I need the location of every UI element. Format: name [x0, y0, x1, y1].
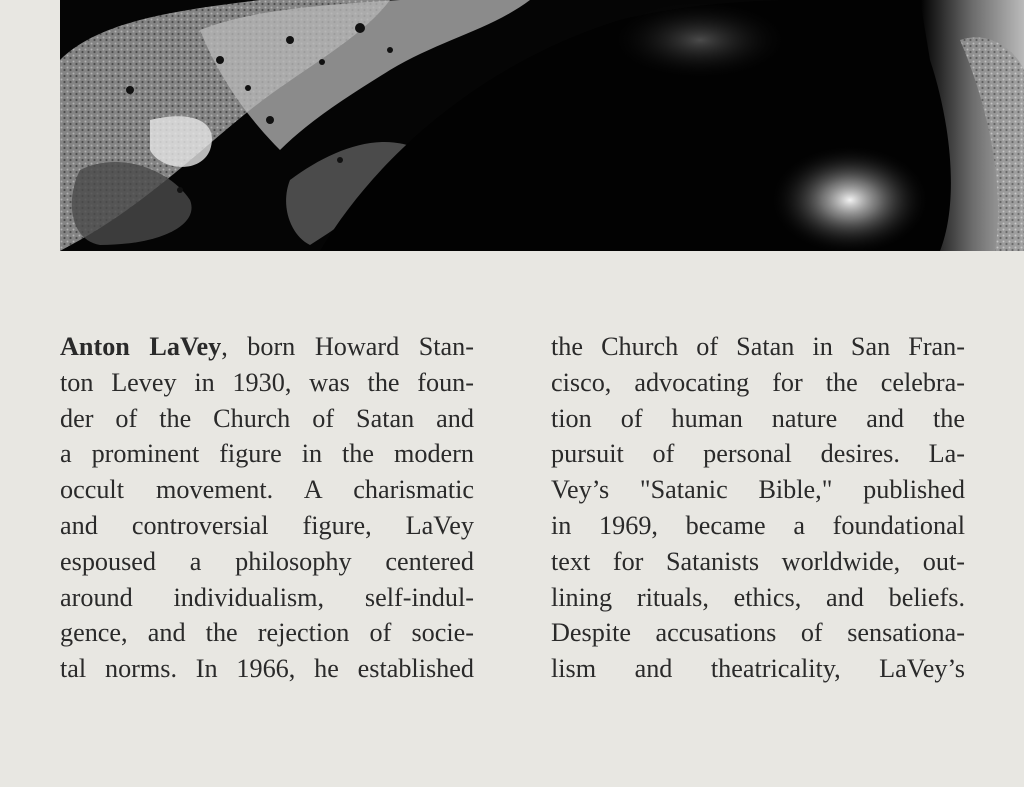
article-line: occult movement. A charismatic — [60, 475, 474, 505]
article-line: tion of human nature and the — [551, 403, 965, 433]
article-line: Despite accusations of sensationa- — [551, 618, 965, 648]
article-line: cisco, advocating for the celebra- — [551, 367, 965, 397]
lead-name: Anton LaVey — [60, 332, 222, 361]
article-line: the Church of Satan in San Fran- — [551, 332, 965, 361]
article-line: around individualism, self-indul- — [60, 582, 474, 612]
article-line: ton Levey in 1930, was the foun- — [60, 367, 474, 397]
article-line: lining rituals, ethics, and beliefs. — [551, 582, 965, 612]
article-line: pursuit of personal desires. La- — [551, 439, 965, 469]
article-line: der of the Church of Satan and — [60, 403, 474, 433]
header-photo — [60, 0, 1024, 251]
article-line-text: , born Howard Stan- — [221, 332, 474, 361]
article-line: tal norms. In 1966, he established — [60, 654, 474, 684]
article-column-left — [60, 329, 474, 687]
article-line: Vey’s "Satanic Bible," published — [551, 475, 965, 505]
article-line: gence, and the rejection of socie- — [60, 618, 474, 648]
article-line: espoused a philosophy centered — [60, 546, 474, 576]
article-line — [60, 329, 474, 365]
article-line: a prominent figure in the modern — [60, 439, 474, 469]
article-column-right — [551, 329, 965, 687]
article-line: lism and theatricality, LaVey’s — [551, 654, 965, 684]
article-line: in 1969, became a foundational — [551, 510, 965, 540]
header-photo-image — [60, 0, 1024, 251]
article-line: and controversial figure, LaVey — [60, 510, 474, 540]
article-line: text for Satanists worldwide, out- — [551, 546, 965, 576]
